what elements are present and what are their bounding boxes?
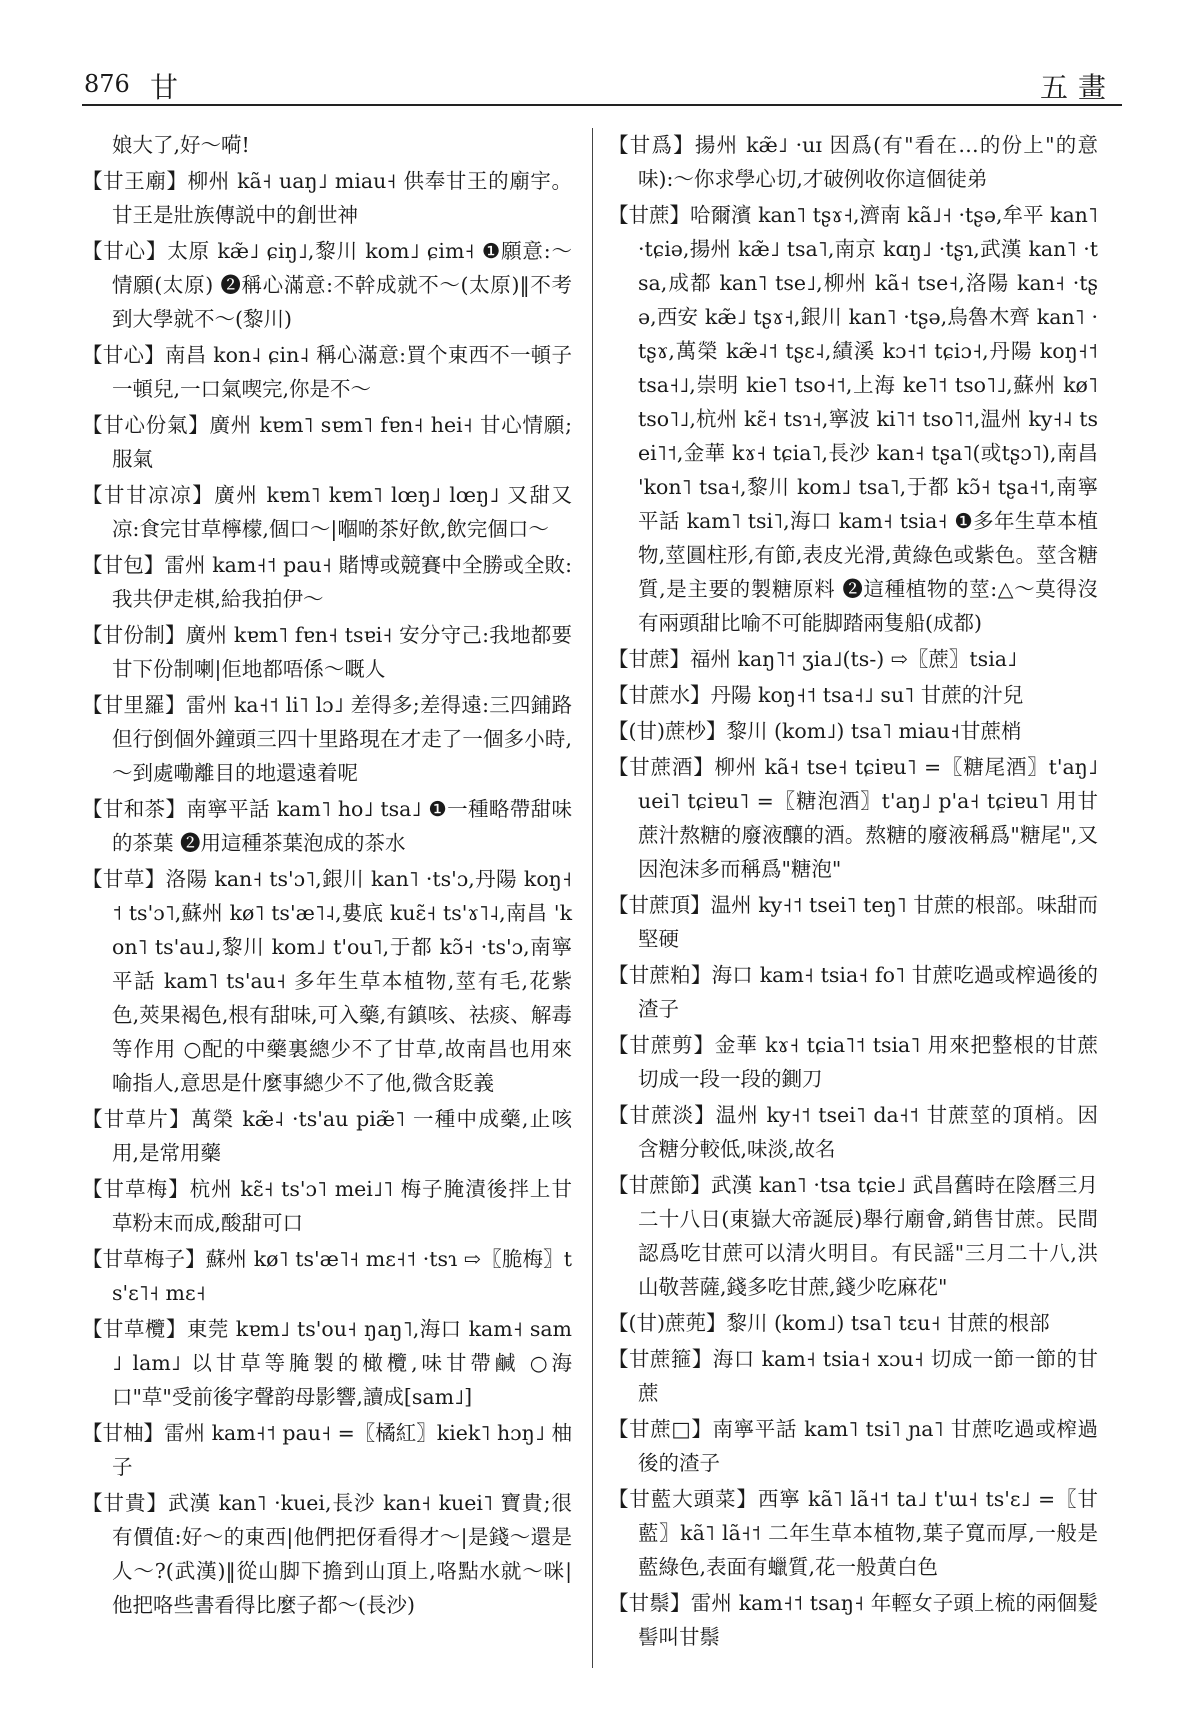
dictionary-entry: 【甘蔗□】南寧平話 kam˥ tsi˥ ɲa˥ 甘蔗吃過或榨過後的渣子 (608, 1417, 1098, 1475)
page-number: 876 (84, 70, 130, 98)
dictionary-entry: 【甘爲】揚州 kæ̃˩ ·uɪ 因爲(有"看在…的份上"的意味):～你求學心切,才破例收你這個徒弟 (608, 133, 1098, 191)
dictionary-entry: 娘大了,好～嗬! (112, 133, 250, 157)
dictionary-entry: 【甘包】雷州 kam˧˦ pau˧ 賭博或競賽中全勝或全敗:我共伊走棋,給我拍伊～ (82, 553, 572, 611)
header-rule (82, 104, 1122, 106)
dictionary-entry: 【甘蔗水】丹陽 koŋ˧˦ tsa˧˩ su˥ 甘蔗的汁兒 (608, 683, 1024, 707)
dictionary-entry: 【甘王廟】柳州 kã˧ uaŋ˩ miau˧ 供奉甘王的廟宇。甘王是壯族傳説中的創世神 (82, 169, 572, 227)
dictionary-entry: 【甘蔗剪】金華 kɤ˧ tɕia˥˦ tsia˥ 用來把整根的甘蔗切成一段一段的鍘刀 (608, 1033, 1098, 1091)
dictionary-entry: 【甘草】洛陽 kan˧ ts'ɔ˥,銀川 kan˥ ·ts'ɔ,丹陽 koŋ˧˦ ts'ɔ˥,蘇州 kø˥ ts'æ˥˨,婁底 kuɛ̃˧ ts'ɤ˥˨,南昌 'kon˥ ts'au˩,黎川 kom˩ t'ou˥,于都 kɔ̃˧ ·ts'ɔ,南寧平話 kam˥ ts'au˧ 多年生草本植物,莖有毛,花紫色,莢果褐色,根有甜味,可入藥,有鎮咳、祛痰、解毒等作用 ○配的中藥裏總少不了甘草,故南昌也用來喻指人,意思是什麼事總少不了他,微含貶義 (82, 867, 572, 1095)
dictionary-entry: 【甘份制】廣州 kɐm˥ fɐn˧ tsɐi˧ 安分守己:我地都要甘下份制喇|佢地都唔係～嘅人 (82, 623, 572, 681)
dictionary-entry: 【甘蔗】哈爾濱 kan˥ tʂɤ˧,濟南 kã˩˧ ·tʂə,牟平 kan˥ ·tɕiə,揚州 kæ̃˩ tsa˥,南京 kɑŋ˩ ·tʂɿ,武漢 kan˥ ·tsa,成都 kan˥ tse˩,柳州 kã˧ tse˧,洛陽 kan˧ ·tʂə,西安 kæ̃˩ tʂɤ˧,銀川 kan˥ ·tʂə,烏魯木齊 kan˥ ·tʂɤ,萬榮 kæ̃˨˦ tʂɛ˨,績溪 kɔ˧˦ tɕiɔ˧,丹陽 koŋ˧˦ tsa˧˩,崇明 kie˥ tso˧˦,上海 ke˥˦ tso˥˩,蘇州 kø˥ tso˥˩,杭州 kɛ̃˧ tsɿ˧,寧波 ki˥˦ tso˥˦,温州 ky˧˨ tsei˥˦,金華 kɤ˧ tɕia˥,長沙 kan˧ tʂa˥(或tʂɔ˥),南昌 'kon˥ tsa˧,黎川 kom˩ tsa˥,于都 kɔ̃˧ tʂa˧˦,南寧平話 kam˥ tsi˥,海口 kam˧ tsia˧ ❶多年生草本植物,莖圓柱形,有節,表皮光滑,黄綠色或紫色。莖含糖質,是主要的製糖原料 ❷這種植物的莖:△～莫得沒有兩頭甜比喻不可能脚踏兩隻船(成都) (608, 203, 1098, 635)
page-header (82, 66, 1122, 106)
dictionary-entry: 【甘心】南昌 kon˨ ɕin˨ 稱心滿意:買个東西不一頓子一頓兒,一口氣喫完,你是不～ (82, 343, 572, 401)
dictionary-entry: 【甘蔗酒】柳州 kã˧ tse˧ tɕiɐu˥ =〖糖尾酒〗t'aŋ˩ uei˥ tɕiɐu˥ =〖糖泡酒〗t'aŋ˩ p'a˧ tɕiɐu˥ 用甘蔗汁熬糖的廢液釀的酒。熬糖的廢液稱爲"糖尾",又因泡沫多而稱爲"糖泡" (608, 755, 1098, 881)
dictionary-entry: 【甘草梅】杭州 kɛ̃˧ ts'ɔ˥ mei˩˥ 梅子腌漬後拌上甘草粉末而成,酸甜可口 (82, 1177, 572, 1235)
column-divider (592, 128, 593, 1668)
dictionary-entry: 【甘柚】雷州 kam˧˦ pau˧ =〖橘紅〗kiek˥ hɔŋ˩ 柚子 (82, 1421, 572, 1479)
right-column (608, 128, 1098, 1656)
dictionary-entry: 【(甘)蔗蔸】黎川 (kom˩) tsa˥ tɛu˧ 甘蔗的根部 (608, 1311, 1050, 1335)
dictionary-entry: 【甘草梅子】蘇州 kø˥ ts'æ˥˧ mɛ˧˦ ·tsɿ ⇨〖脆梅〗ts'ɛ˥˧ mɛ˧ (82, 1247, 572, 1305)
stroke-section-label: 五畫 (1039, 71, 1116, 104)
dictionary-entry: 【甘甘凉凉】廣州 kɐm˥ kɐm˥ lœŋ˩ lœŋ˩ 又甜又凉:食完甘草檸檬,個口～|嗰啲茶好飲,飲完個口～ (82, 483, 572, 541)
dictionary-entry: 【甘蔗節】武漢 kan˥ ·tsa tɕie˩ 武昌舊時在陰曆三月二十八日(東嶽大帝誕辰)舉行廟會,銷售甘蔗。民間認爲吃甘蔗可以清火明目。有民謡"三月二十八,洪山敬菩薩,錢多吃甘蔗,錢少吃麻花" (608, 1173, 1098, 1299)
dictionary-entry: 【甘蔗淡】温州 ky˧˦ tsei˥ da˧˦ 甘蔗莖的頂梢。因含糖分較低,味淡,故名 (608, 1103, 1098, 1161)
dictionary-entry: 【甘草欖】東莞 kɐm˩ ts'ou˧ ŋaŋ˥,海口 kam˧ sam˩ lam˩ 以甘草等腌製的橄欖,味甘帶鹹 ○海口"草"受前後字聲韵母影響,讀成[sam˩] (82, 1317, 572, 1409)
dictionary-entry: 【甘蔗】福州 kaŋ˥˦ ʒia˩(ts-) ⇨〖蔗〗tsia˩ (608, 647, 1018, 671)
dictionary-entry: 【甘蔗頂】温州 ky˧˦ tsei˥ teŋ˥ 甘蔗的根部。味甜而堅硬 (608, 893, 1098, 951)
dictionary-entry: 【甘和茶】南寧平話 kam˥ ho˩ tsa˩ ❶一種略帶甜味的茶葉 ❷用這種茶葉泡成的茶水 (82, 797, 572, 855)
dictionary-entry: 【甘心】太原 kæ̃˩ ɕiŋ˩,黎川 kom˩ ɕim˧ ❶願意:～情願(太原) ❷稱心滿意:不幹成就不～(太原)‖不考到大學就不～(黎川) (82, 239, 572, 331)
dictionary-entry: 【甘里羅】雷州 ka˧˦ li˥ lɔ˩ 差得多;差得遠:三四鋪路但行倒個外鐘頭三四十里路現在才走了一個多小時,～到處嘞離目的地還遠着呢 (82, 693, 572, 785)
running-head-character: 甘 (150, 71, 179, 104)
dictionary-entry: 【甘蔗箍】海口 kam˧ tsia˧ xɔu˧ 切成一節一節的甘蔗 (608, 1347, 1098, 1405)
dictionary-entry: 【甘草片】萬榮 kæ̃˨ ·ts'au piæ̃˥ 一種中成藥,止咳用,是常用藥 (82, 1107, 572, 1165)
dictionary-entry: 【甘貴】武漢 kan˥ ·kuei,長沙 kan˧ kuei˥ 寶貴;很有價值:好～的東西|他們把伢看得才～|是錢～還是人～?(武漢)‖從山脚下擔到山頂上,咯點水就～咪|他把咯些書看得比麼子都～(長沙) (82, 1491, 572, 1617)
dictionary-entry: 【(甘)蔗杪】黎川 (kom˩) tsa˥ miau˧甘蔗梢 (608, 719, 1022, 743)
left-column (82, 128, 572, 1624)
dictionary-entry: 【甘蔗粕】海口 kam˧ tsia˧ fo˥ 甘蔗吃過或榨過後的渣子 (608, 963, 1098, 1021)
dictionary-entry: 【甘藍大頭菜】西寧 kã˥ lã˧˦ ta˩ t'ɯ˧ ts'ɛ˩ =〖甘藍〗kã˥ lã˧˦ 二年生草本植物,葉子寬而厚,一般是藍綠色,表面有蠟質,花一般黄白色 (608, 1487, 1098, 1579)
dictionary-entry: 【甘心份氣】廣州 kɐm˥ sɐm˥ fɐn˧ hei˧ 甘心情願;服氣 (82, 413, 572, 471)
dictionary-entry: 【甘鬃】雷州 kam˧˦ tsaŋ˧ 年輕女子頭上梳的兩個髮髻叫甘鬃 (608, 1591, 1098, 1649)
